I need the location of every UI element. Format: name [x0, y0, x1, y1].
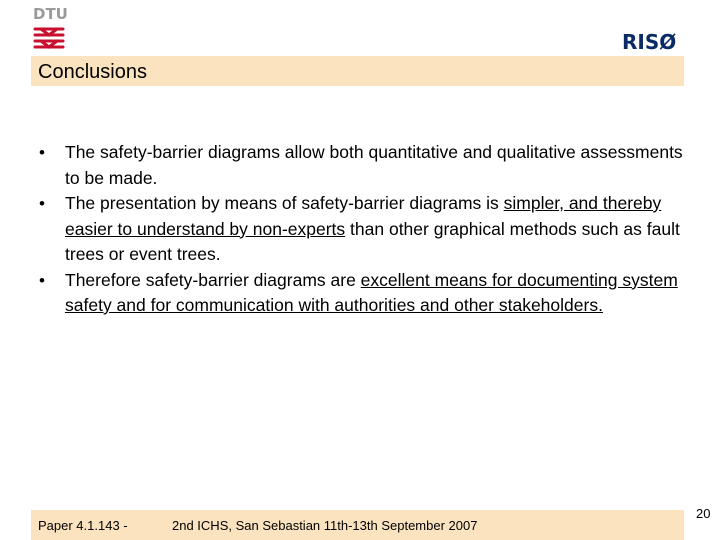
bullet-text: than other graphical methods such as fault trees or event trees. — [65, 218, 680, 264]
bullet-item — [38, 140, 688, 191]
bullet-dot-icon: • — [39, 270, 45, 290]
page-number: 20 — [696, 506, 711, 521]
title-bar — [31, 56, 684, 86]
bullet-text: The presentation by means of safety-barrier diagrams is — [65, 193, 504, 213]
footer-conference: 2nd ICHS, San Sebastian 11th-13th September 2007 — [172, 518, 478, 533]
riso-logo: RISØ — [622, 30, 677, 54]
dtu-logo-text: DTU — [33, 5, 68, 23]
bullet-dot-icon: • — [39, 194, 45, 213]
bullet-emphasis-text: simpler, and thereby easier to understand by non-experts — [65, 193, 662, 239]
slide-title: Conclusions — [38, 61, 147, 83]
dtu-mark-icon — [33, 26, 65, 50]
bullet-item — [38, 191, 688, 268]
footer-bar — [31, 510, 684, 540]
bullet-list — [38, 140, 688, 319]
bullet-text: Therefore safety-barrier diagrams are — [65, 269, 361, 290]
bullet-text: The safety-barrier diagrams allow both quantitative and qualitative assessments to be made. — [65, 142, 683, 188]
dtu-logo — [33, 6, 67, 52]
bullet-dot-icon: • — [39, 143, 45, 162]
bullet-emphasis-text: excellent means for documenting system safety and for communication with authorities and other stakeholders. — [65, 269, 678, 315]
bullet-item — [38, 268, 688, 319]
footer-paper-id: Paper 4.1.143 - — [38, 518, 128, 533]
